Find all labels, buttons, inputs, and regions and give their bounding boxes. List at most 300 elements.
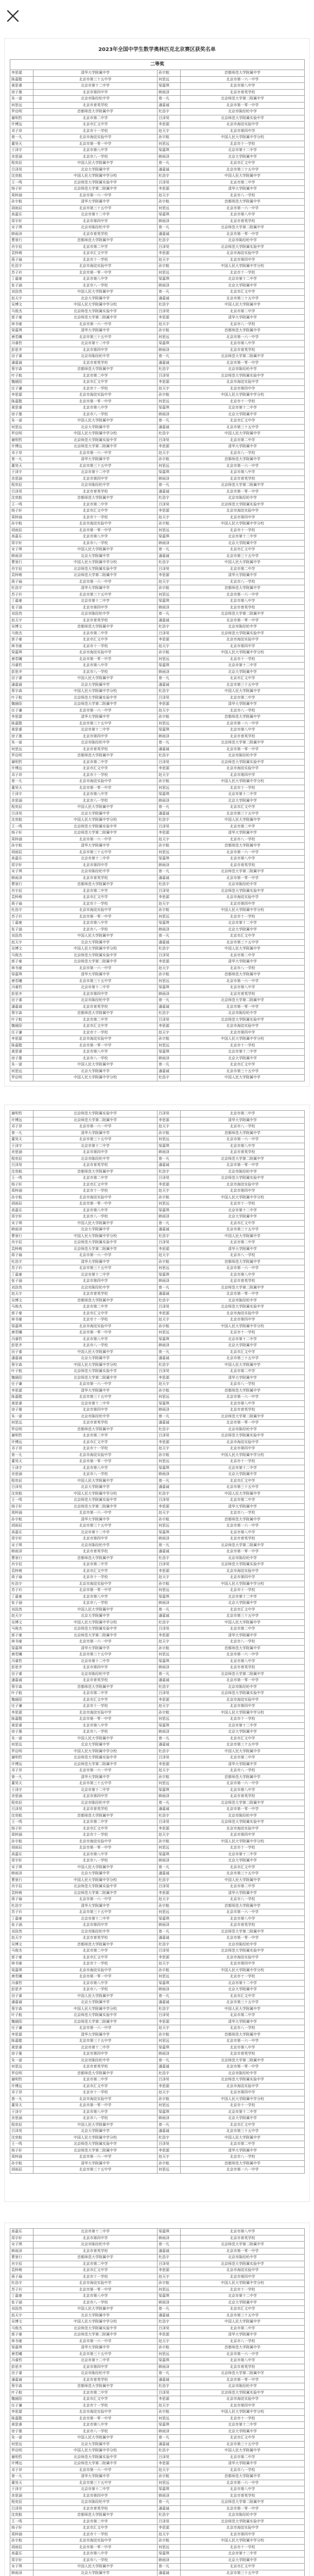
student-name-cell: 谢明哲 <box>10 115 33 122</box>
school-cell: 北京大学附属中学 <box>33 2441 158 2448</box>
student-name-cell: 朱一诺 <box>10 96 33 103</box>
student-name-cell: 梁嘉琪 <box>10 650 33 656</box>
student-name-cell: 叶子航 <box>10 1368 33 1375</box>
student-name-cell: 潘嘉诚 <box>158 1162 181 1169</box>
school-cell: 首都师范大学附属中学 <box>33 495 158 502</box>
school-cell: 北京师范大学附属实验中学 <box>33 1497 158 1504</box>
school-cell: 北京师范大学第二附属中学 <box>33 2019 158 2025</box>
school-cell: 北京市第一零一中学 <box>33 1587 158 1594</box>
school-cell: 北京市海淀实验中学 <box>181 894 305 901</box>
school-cell: 北京市第一六一中学 <box>181 591 305 598</box>
student-name-cell: 张子涵 <box>10 604 33 611</box>
student-name-cell: 程奕辰 <box>10 804 33 811</box>
school-cell: 清华大学附属中学 <box>33 2031 158 2038</box>
school-cell: 中国人民大学附属中学分校 <box>181 2538 305 2545</box>
student-name-cell: 于泽宇 <box>10 1143 33 1149</box>
school-cell: 北京市育英学校 <box>33 1420 158 1427</box>
school-cell: 北京市育英学校 <box>33 1549 158 1555</box>
school-cell: 北京市第八中学 <box>33 534 158 540</box>
student-name-cell: 梁嘉琪 <box>158 663 181 669</box>
school-cell: 北京市第二中学 <box>33 759 158 766</box>
student-name-cell: 袁梓萌 <box>10 2267 33 2274</box>
student-name-cell: 余思涵 <box>10 1471 33 1478</box>
student-name-cell: 王一鸣 <box>10 2141 33 2148</box>
table-row <box>10 70 305 77</box>
school-cell: 北京市第四中学 <box>181 514 305 521</box>
school-cell: 北京市第一零一中学 <box>181 2377 305 2383</box>
student-name-cell: 于泽宇 <box>10 1465 33 1471</box>
student-name-cell: 吕泽昊 <box>158 759 181 766</box>
school-cell: 北京市育英学校 <box>33 2248 158 2255</box>
school-cell: 首都师范大学附属中学 <box>33 882 158 888</box>
school-cell: 北京市十一学校 <box>181 1042 305 1049</box>
student-name-cell: 高嘉乐 <box>10 1207 33 1214</box>
student-name-cell: 韩雨泽 <box>158 411 181 418</box>
school-cell: 北京市汇文中学 <box>181 1062 305 1069</box>
table-row <box>10 1310 305 1317</box>
student-name-cell: 韩雨泽 <box>158 2115 181 2122</box>
table-row <box>10 1800 305 1806</box>
table-row <box>10 2051 305 2058</box>
table-row <box>10 804 305 811</box>
student-name-cell: 杜浩宇 <box>10 1581 33 1587</box>
table-row <box>10 527 305 534</box>
table-row <box>10 1722 305 1729</box>
table-row <box>10 147 305 154</box>
school-cell: 北京市第一零一中学 <box>181 1549 305 1555</box>
school-cell: 北京市十一学校 <box>181 785 305 791</box>
table-row <box>10 1214 305 1221</box>
school-cell: 清华大学附属中学 <box>33 1130 158 1137</box>
school-cell: 清华大学附属中学 <box>33 1645 158 1652</box>
student-name-cell: 吴博文 <box>10 1619 33 1626</box>
student-name-cell: 梁嘉琪 <box>158 2109 181 2115</box>
student-name-cell: 彭思齐 <box>10 347 33 353</box>
school-cell: 中国人民大学附属中学分校 <box>33 2134 158 2141</box>
student-name-cell: 李思源 <box>158 637 181 643</box>
student-name-cell: 何思远 <box>10 1420 33 1427</box>
student-name-cell: 罗启明 <box>10 1426 33 1433</box>
table-row <box>10 1381 305 1388</box>
student-name-cell: 孙宇航 <box>10 1194 33 1201</box>
student-name-cell: 韩雨泽 <box>158 218 181 225</box>
school-cell: 北京市第一六一中学 <box>181 205 305 212</box>
table-row <box>10 411 305 418</box>
table-row <box>10 1709 305 1716</box>
school-cell: 北京市育英学校 <box>33 1806 158 1813</box>
student-name-cell: 曾一凡 <box>158 1864 181 1871</box>
student-name-cell: 李思源 <box>158 959 181 965</box>
student-name-cell: 沈奕航 <box>10 173 33 180</box>
student-name-cell: 周梓涵 <box>10 1510 33 1517</box>
school-cell: 北京市育英学校 <box>181 733 305 740</box>
school-cell: 北京市第八中学 <box>33 1594 158 1600</box>
school-cell: 北京市第二中学 <box>33 1690 158 1697</box>
table-row <box>10 2286 305 2293</box>
table-row <box>10 2518 305 2525</box>
table-row <box>10 2499 305 2506</box>
school-cell: 北京市第八中学 <box>33 2293 158 2300</box>
table-row <box>10 238 305 244</box>
school-cell: 北京市育英学校 <box>33 617 158 624</box>
student-name-cell: 孙宇航 <box>158 1645 181 1652</box>
school-cell: 北京大学附属中学 <box>181 669 305 675</box>
table-row <box>10 656 305 663</box>
school-cell: 北京市八一学校 <box>181 1639 305 1646</box>
school-cell: 首都师范大学附属中学 <box>181 1387 305 1394</box>
school-cell: 北京市第一零一中学 <box>181 360 305 366</box>
student-name-cell: 吴博文 <box>10 1297 33 1304</box>
student-name-cell: 梁嘉琪 <box>10 972 33 978</box>
school-cell: 中国人民大学附属中学分校 <box>33 1748 158 1755</box>
student-name-cell: 孙宇航 <box>158 1036 181 1043</box>
school-cell: 北京市第十二中学 <box>181 147 305 154</box>
student-name-cell: 曾一凡 <box>158 611 181 618</box>
school-cell: 北京市第四中学 <box>181 2090 305 2096</box>
student-name-cell: 杜浩宇 <box>158 2255 181 2261</box>
student-name-cell: 李思源 <box>158 1890 181 1896</box>
table-row <box>10 650 305 656</box>
school-cell: 北京市十一学校 <box>33 2090 158 2096</box>
student-name-cell: 胡雨辰 <box>10 1845 33 1852</box>
table-row <box>10 766 305 772</box>
school-cell: 中国人民大学附属中学分校 <box>33 302 158 309</box>
school-cell: 北京市八一学校 <box>181 192 305 199</box>
table-row <box>10 1497 305 1504</box>
table-row <box>10 418 305 425</box>
school-cell: 清华大学附属中学 <box>181 1503 305 1510</box>
student-name-cell: 韩雨泽 <box>158 1858 181 1865</box>
student-name-cell: 赵天宇 <box>158 1252 181 1259</box>
school-cell: 北京市育英学校 <box>33 2377 158 2383</box>
school-cell: 北京市十一学校 <box>33 1029 158 1036</box>
table-row <box>10 353 305 360</box>
school-cell: 北京师范大学第二附属中学 <box>181 1284 305 1291</box>
school-cell: 北京师范大学附属实验中学 <box>33 1755 158 1761</box>
student-name-cell: 曾一凡 <box>158 933 181 940</box>
student-name-cell: 潘嘉诚 <box>10 1999 33 2006</box>
student-name-cell: 袁梓萌 <box>10 1568 33 1574</box>
table-row <box>10 907 305 914</box>
table-row <box>10 952 305 959</box>
student-name-cell: 何思远 <box>158 656 181 663</box>
student-name-cell: 杜浩宇 <box>158 495 181 502</box>
school-cell: 北京市十一学校 <box>33 1703 158 1710</box>
table-row <box>10 1510 305 1517</box>
school-cell: 北京市第一六一中学 <box>181 1909 305 1916</box>
school-cell: 清华大学附属中学 <box>181 1632 305 1639</box>
student-name-cell: 曹景行 <box>10 2255 33 2261</box>
school-cell: 北京市第十二中学 <box>181 276 305 283</box>
school-cell: 北京市海淀实验中学 <box>33 1967 158 1974</box>
student-name-cell: 杜浩宇 <box>158 1619 181 1626</box>
student-name-cell: 吕泽昊 <box>158 566 181 572</box>
school-cell: 北京师范大学第二附属中学 <box>33 830 158 837</box>
school-cell: 北京市十一学校 <box>33 2531 158 2538</box>
school-cell: 北京市第十二中学 <box>33 2358 158 2364</box>
school-cell: 北京师范大学附属实验中学 <box>33 1111 158 1117</box>
school-cell: 北京市汇文中学 <box>181 547 305 553</box>
student-name-cell: 高嘉乐 <box>10 534 33 540</box>
award-table <box>10 59 305 1081</box>
student-name-cell: 杜浩宇 <box>158 817 181 824</box>
table-row <box>10 1516 305 1523</box>
table-row <box>10 1639 305 1646</box>
school-cell: 北京师范大学附属实验中学 <box>33 566 158 572</box>
student-name-cell: 何思远 <box>10 2441 33 2448</box>
student-name-cell: 郭子豪 <box>10 1310 33 1317</box>
school-cell: 北京市第一零一中学 <box>181 1677 305 1684</box>
student-name-cell: 胡雨辰 <box>10 2544 33 2551</box>
school-cell: 中国人民大学附属中学 <box>33 547 158 553</box>
student-name-cell: 赵天宇 <box>10 1935 33 1942</box>
table-row <box>10 810 305 817</box>
student-name-cell: 蒋子瑜 <box>10 1252 33 1259</box>
table-row <box>10 1111 305 1117</box>
student-name-cell: 叶子航 <box>10 694 33 701</box>
table-row <box>10 1864 305 1871</box>
student-name-cell: 陈嘉懿 <box>10 76 33 83</box>
student-name-cell: 余思涵 <box>10 2493 33 2499</box>
school-cell: 北京市第十二中学 <box>181 2109 305 2115</box>
school-cell: 北京市第八中学 <box>181 2358 305 2364</box>
student-name-cell: 黄思睿 <box>10 727 33 734</box>
school-cell: 中国人民大学附属中学 <box>33 804 158 811</box>
table-row <box>10 2473 305 2480</box>
school-cell: 北京市第一六一中学 <box>181 1523 305 1530</box>
school-cell: 中国人民大学附属中学分校 <box>33 2448 158 2454</box>
school-cell: 北京大学附属中学 <box>33 166 158 173</box>
student-name-cell: 高嘉乐 <box>10 2551 33 2557</box>
student-name-cell: 孙宇航 <box>158 843 181 850</box>
student-name-cell: 丁嘉豪 <box>10 1272 33 1278</box>
table-row <box>10 1632 305 1639</box>
table-row <box>10 1980 305 1987</box>
table-row <box>10 547 305 553</box>
student-name-cell: 许博远 <box>10 2083 33 2090</box>
school-cell: 中国人民大学附属中学分校 <box>33 431 158 437</box>
school-cell: 北京师范大学第二附属中学 <box>33 1375 158 1381</box>
school-cell: 清华大学附属中学 <box>33 843 158 850</box>
school-cell: 北京市陈经纶中学 <box>181 1555 305 1562</box>
student-name-cell: 徐子墨 <box>10 411 33 418</box>
student-name-cell: 李思源 <box>10 392 33 399</box>
student-name-cell: 赵天宇 <box>158 1029 181 1036</box>
school-cell: 北京师范大学附属实验中学 <box>33 1884 158 1890</box>
student-name-cell: 蔡宇森 <box>10 1362 33 1368</box>
school-cell: 北京市八一学校 <box>33 1987 158 1993</box>
school-cell: 首都师范大学附属中学 <box>33 753 158 759</box>
student-name-cell: 何思远 <box>158 2544 181 2551</box>
school-cell: 北京市第三十五中学 <box>33 1523 158 1530</box>
document-page <box>4 2223 310 2576</box>
school-cell: 北京市第四中学 <box>181 772 305 778</box>
student-name-cell: 李思源 <box>158 1697 181 1703</box>
school-cell: 北京市十一学校 <box>181 1974 305 1980</box>
student-name-cell: 何思远 <box>158 1201 181 1208</box>
table-row <box>10 746 305 753</box>
school-cell: 中国人民大学附属中学分校 <box>181 263 305 270</box>
student-name-cell: 田子睿 <box>10 1349 33 1355</box>
student-name-cell: 邓子昂 <box>10 1124 33 1130</box>
student-name-cell: 梁嘉琪 <box>158 1336 181 1343</box>
school-cell: 北京市十一学校 <box>181 1330 305 1336</box>
student-name-cell: 黄思睿 <box>10 1049 33 1056</box>
school-cell: 中国人民大学附属中学分校 <box>181 650 305 656</box>
table-row <box>10 2351 305 2358</box>
table-row <box>10 1297 305 1304</box>
school-cell: 北京市第二中学 <box>33 2077 158 2083</box>
table-row <box>10 1062 305 1069</box>
school-cell: 北京师范大学第二附属中学 <box>33 959 158 965</box>
table-row <box>10 1665 305 1671</box>
student-name-cell: 刘浩然 <box>10 933 33 940</box>
table-row <box>10 836 305 843</box>
school-cell: 北京市第八中学 <box>33 276 158 283</box>
table-row <box>10 1761 305 1768</box>
student-name-cell: 赵天宇 <box>158 1510 181 1517</box>
student-name-cell: 吕泽昊 <box>158 115 181 122</box>
student-name-cell: 吕泽昊 <box>158 1497 181 1504</box>
school-cell: 北京师范大学附属实验中学 <box>33 2012 158 2019</box>
student-name-cell: 赵天宇 <box>10 617 33 624</box>
school-cell: 北京市第十二中学 <box>181 791 305 798</box>
school-cell: 北京市第八中学 <box>181 1916 305 1922</box>
table-row <box>10 212 305 218</box>
student-name-cell: 朱一诺 <box>10 418 33 425</box>
school-cell: 北京师范大学第二附属中学 <box>181 2370 305 2377</box>
school-cell: 北京市第四中学 <box>33 1665 158 1671</box>
school-cell: 首都师范大学附属中学 <box>181 1130 305 1137</box>
student-name-cell: 何思远 <box>158 269 181 276</box>
student-name-cell: 梁嘉琪 <box>158 2422 181 2429</box>
student-name-cell: 梁嘉琪 <box>10 328 33 334</box>
table-row <box>10 2454 305 2461</box>
school-cell: 北京市汇文中学 <box>33 894 158 901</box>
student-name-cell: 罗启明 <box>10 1748 33 1755</box>
table-row <box>10 1265 305 1272</box>
student-name-cell: 袁梓萌 <box>10 1890 33 1896</box>
school-cell: 中国人民大学附属中学 <box>33 418 158 425</box>
student-name-cell: 田子睿 <box>10 2370 33 2377</box>
close-x-icon[interactable] <box>4 7 22 25</box>
table-row <box>10 1819 305 1826</box>
student-name-cell: 赵天宇 <box>158 901 181 907</box>
student-name-cell: 赵天宇 <box>158 192 181 199</box>
student-name-cell: 韩雨泽 <box>10 231 33 238</box>
table-row <box>10 476 305 482</box>
student-name-cell: 王一鸣 <box>10 1175 33 1182</box>
table-row <box>10 1716 305 1723</box>
school-cell: 北京市第八中学 <box>33 1980 158 1987</box>
student-name-cell: 吕泽昊 <box>158 179 181 186</box>
student-name-cell: 胡雨辰 <box>10 205 33 212</box>
school-cell: 北京市第二中学 <box>181 1497 305 1504</box>
table-row <box>10 591 305 598</box>
student-name-cell: 任子谦 <box>10 2402 33 2409</box>
student-name-cell: 赵天宇 <box>158 579 181 585</box>
student-name-cell: 肖宇辰 <box>10 888 33 894</box>
student-name-cell: 曾一凡 <box>158 2306 181 2313</box>
table-row <box>10 1227 305 1233</box>
student-name-cell: 田子睿 <box>10 997 33 1004</box>
school-cell: 北京市第八中学 <box>33 2422 158 2429</box>
student-name-cell: 吕泽昊 <box>158 1884 181 1890</box>
school-cell: 北京师范大学附属实验中学 <box>181 759 305 766</box>
school-cell: 北京市八一学校 <box>181 1124 305 1130</box>
school-cell: 清华大学附属中学 <box>181 830 305 837</box>
student-name-cell: 罗启明 <box>10 2070 33 2077</box>
student-name-cell: 韩雨泽 <box>10 1549 33 1555</box>
school-cell: 北京市十一学校 <box>181 1459 305 1465</box>
school-cell: 北京市第一六一中学 <box>33 579 158 585</box>
table-row <box>10 2338 305 2345</box>
school-cell: 清华大学附属中学 <box>33 328 158 334</box>
school-cell: 北京市育英学校 <box>181 218 305 225</box>
student-name-cell: 董昊天 <box>10 141 33 147</box>
award-table <box>10 2228 305 2576</box>
student-name-cell: 韩雨泽 <box>10 875 33 882</box>
school-cell: 北京市海淀实验中学 <box>33 2409 158 2416</box>
school-cell: 北京市第二中学 <box>33 1562 158 1568</box>
student-name-cell: 何思远 <box>158 1781 181 1787</box>
school-cell: 北京大学附属中学 <box>33 1742 158 1749</box>
school-cell: 北京市海淀实验中学 <box>181 2267 305 2274</box>
table-row <box>10 2512 305 2519</box>
school-cell: 北京市第四中学 <box>181 1317 305 1324</box>
table-row <box>10 192 305 199</box>
table-row <box>10 1941 305 1948</box>
school-cell: 北京市第一六一中学 <box>33 192 158 199</box>
student-name-cell: 邓子昂 <box>10 2467 33 2473</box>
school-cell: 北京市陈经纶中学 <box>33 1671 158 1677</box>
student-name-cell: 李思源 <box>158 766 181 772</box>
table-row <box>10 1023 305 1030</box>
table-row <box>10 2160 305 2167</box>
table-row <box>10 276 305 283</box>
student-name-cell: 潘嘉诚 <box>10 360 33 366</box>
school-cell: 北京大学附属中学 <box>33 1484 158 1491</box>
student-name-cell: 程奕辰 <box>10 2499 33 2506</box>
school-cell: 北京大学附属中学 <box>181 2115 305 2122</box>
student-name-cell: 梁嘉琪 <box>158 405 181 412</box>
school-cell: 北京市第三十五中学 <box>33 1137 158 1143</box>
student-name-cell: 郑宇轩 <box>10 1214 33 1221</box>
student-name-cell: 朱一诺 <box>10 1413 33 1420</box>
student-name-cell: 田子睿 <box>10 675 33 682</box>
student-name-cell: 陈嘉懿 <box>10 1042 33 1049</box>
school-cell: 北京市第一零一中学 <box>181 2505 305 2512</box>
school-cell: 北京市第四中学 <box>181 2402 305 2409</box>
table-row <box>10 2358 305 2364</box>
school-cell: 北京市汇文中学 <box>181 1220 305 1227</box>
table-row <box>10 96 305 103</box>
student-name-cell: 罗启明 <box>10 1075 33 1081</box>
school-cell: 北京师范大学第二附属中学 <box>181 740 305 747</box>
school-cell: 北京市八一学校 <box>33 1471 158 1478</box>
school-cell: 北京市第一零一中学 <box>181 1420 305 1427</box>
table-row <box>10 1042 305 1049</box>
school-cell: 清华大学附属中学 <box>181 444 305 450</box>
school-cell: 北京大学附属中学 <box>181 540 305 547</box>
school-cell: 北京市第二中学 <box>181 1626 305 1633</box>
school-cell: 北京市育英学校 <box>33 102 158 109</box>
school-cell: 北京市汇文中学 <box>181 418 305 425</box>
school-cell: 北京市第十二中学 <box>181 1851 305 1858</box>
student-name-cell: 宋子琪 <box>10 1542 33 1549</box>
school-cell: 清华大学附属中学 <box>181 1246 305 1252</box>
school-cell: 北京市第四中学 <box>181 1029 305 1036</box>
